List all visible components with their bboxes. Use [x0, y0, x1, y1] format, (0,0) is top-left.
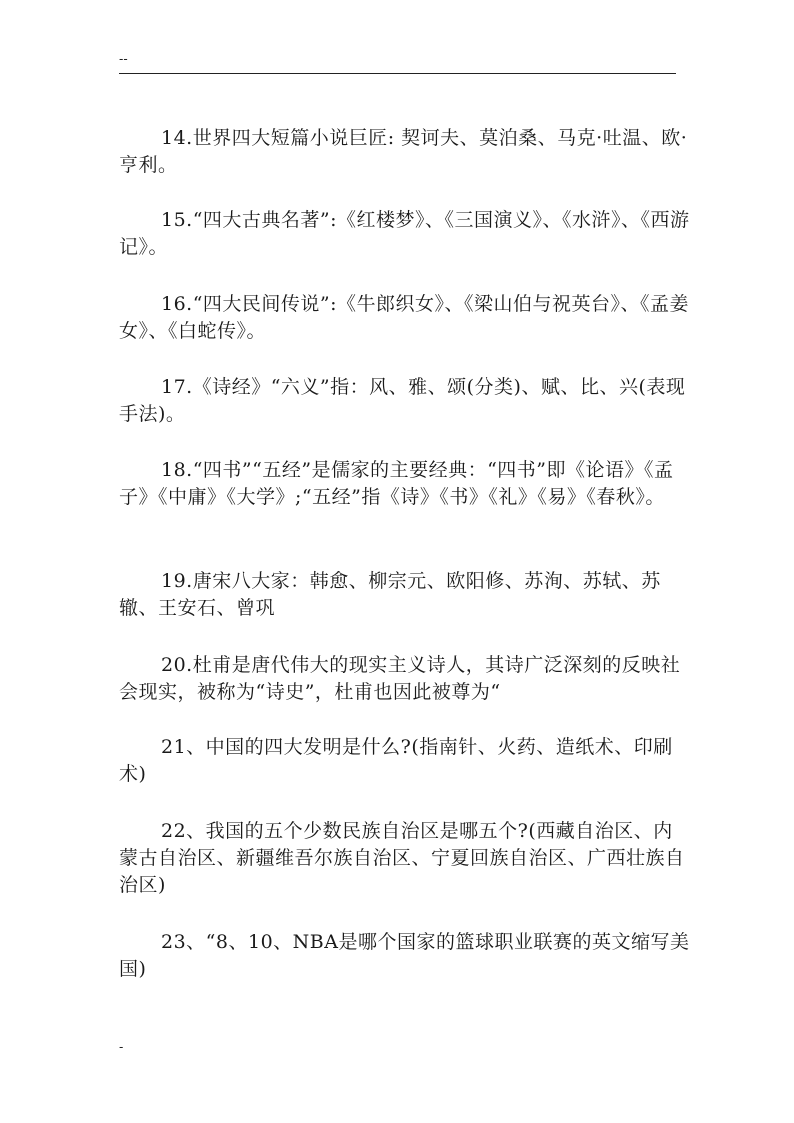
paragraph-21: 21、中国的四大发明是什么?(指南针、火药、造纸术、印刷术) [119, 736, 673, 785]
paragraph-14: 14.世界四大短篇小说巨匠: 契诃夫、莫泊桑、马克·吐温、欧·亨利。 [119, 127, 688, 176]
paragraph-23: 23、“8、10、NBA是哪个国家的篮球职业联赛的英文缩写美国) [119, 931, 690, 980]
paragraph-20: 20.杜甫是唐代伟大的现实主义诗人，其诗广泛深刻的反映社会现实，被称为“诗史”，杜甫也因此被尊为“ [119, 654, 681, 703]
footer-mark: - [119, 1039, 124, 1054]
header-mark: -- [119, 51, 128, 66]
paragraph-15: 15.“四大古典名著”:《红楼梦》、《三国演义》、《水浒》、《西游记》。 [119, 209, 690, 258]
header-rule [119, 73, 676, 74]
paragraph-16: 16.“四大民间传说”:《牛郎织女》、《梁山伯与祝英台》、《孟姜女》、《白蛇传》。 [119, 293, 690, 342]
paragraph-19: 19.唐宋八大家：韩愈、柳宗元、欧阳修、苏洵、苏轼、苏辙、王安石、曾巩 [119, 570, 661, 619]
paragraph-17: 17.《诗经》“六义”指：风、雅、颂(分类)、赋、比、兴(表现手法)。 [119, 376, 686, 425]
paragraph-22: 22、我国的五个少数民族自治区是哪五个?(西藏自治区、内蒙古自治区、新疆维吾尔族自治区、宁夏回族自治区、广西壮族自治区) [119, 820, 685, 896]
paragraph-18: 18.“四书”“五经”是儒家的主要经典：“四书”即《论语》《孟子》《中庸》《大学》;“五经”指《诗》《书》《礼》《易》《春秋》。 [119, 459, 674, 508]
